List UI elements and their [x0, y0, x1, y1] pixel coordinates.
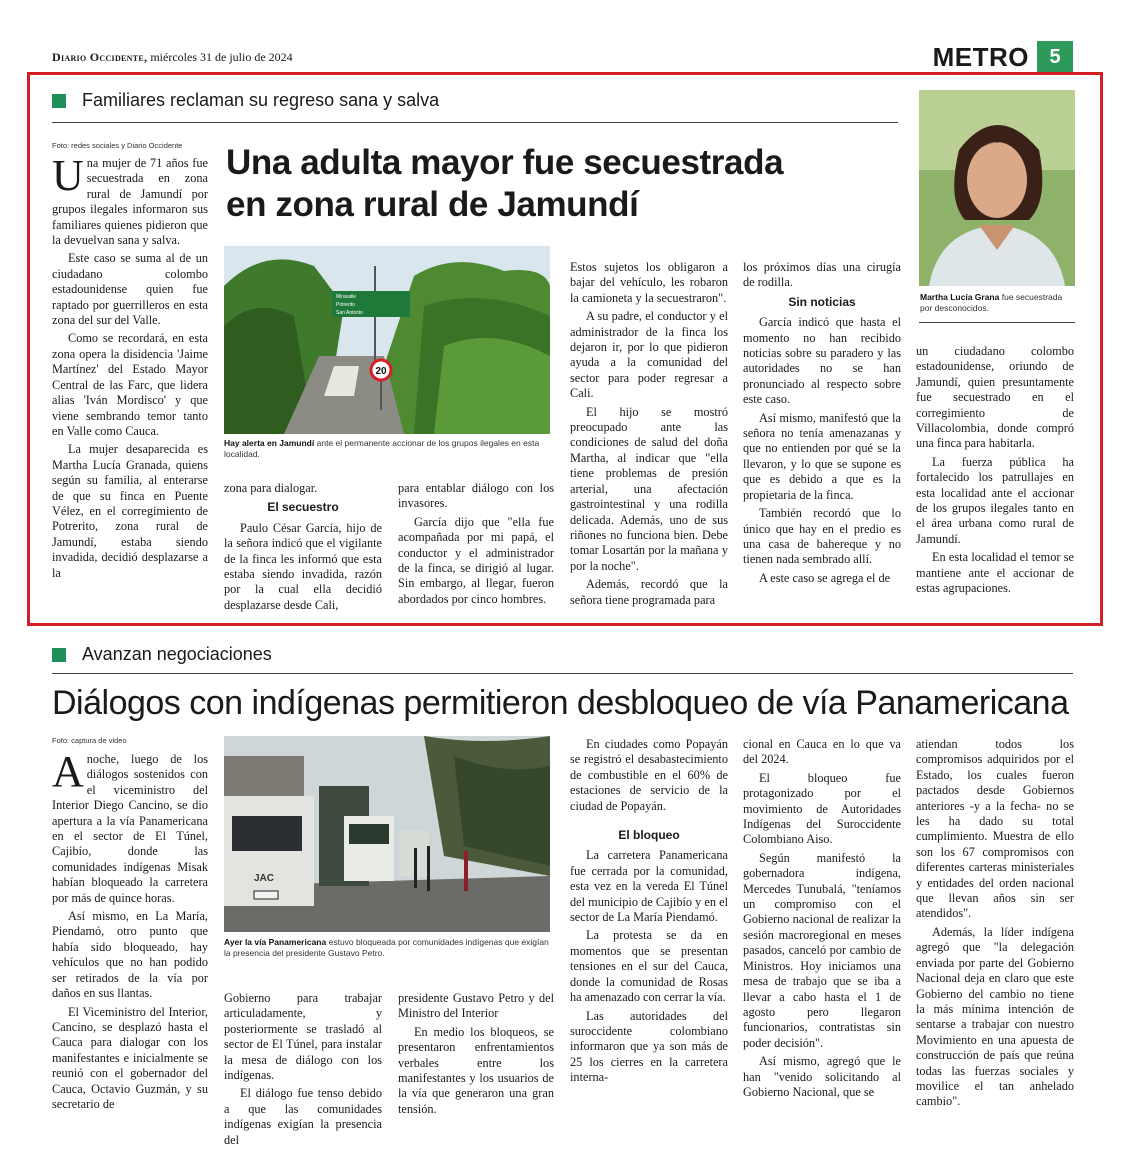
story2-caption-bold: Ayer la vía Panamericana [224, 937, 327, 947]
martha-portrait [919, 90, 1075, 286]
story1-col6-p2: La fuerza pública ha fortalecido los patrullajes en esta localidad ante el accionar de los grupos ilegales tanto en el área urbana como rural de Jamundí. [916, 454, 1074, 546]
story2-col5-p2: Según manifestó la gobernadora indígena, Mercedes Tunubalá, "teníamos un compromiso con el Gobierno nacional de realizar la sesión macroregional en meses pasados, canceló por cambio de Ministros. Hoy iniciamos una mesa de trabajo que se iba a llevar a cabo hasta el 1 de agosto pero llegaron funcionarios, contratistas sin poder decisión". [743, 850, 901, 1050]
story1-col4-p1: Estos sujetos los obligaron a bajar del vehículo, les robaron la camioneta y la secuestraron". [570, 260, 728, 305]
truck-brand: JAC [254, 873, 275, 884]
story1-col1 [52, 151, 208, 581]
story2-col4 [570, 737, 728, 1086]
story1-photo-credit: Foto: redes sociales y Diario Occidente [52, 141, 183, 150]
story2-dropcap: A [52, 747, 84, 796]
story1-headline [226, 142, 906, 226]
story2-col6-cont: atiendan todos los compromisos adquiridos por el Estado, los cuales fueron pactados desde Gobiernos anteriores -y a la fecha- no se les ha dado su total cumplimiento. Muestra de ello son los 67 compromisos con diferentes carteras ministeriales y entidades del orden nacional que llevan años sin ser atendidos". [916, 737, 1074, 921]
story2-photo-credit: Foto: captura de video [52, 736, 127, 745]
story1-col3-p2: García dijo que "ella fue acompañada por mi papá, el conductor y el administrador de la finca, se dirigió al lugar. Sin embargo, al llegar, fueron abordados por cinco hombres. [398, 514, 554, 606]
story2-caption-text: estuvo bloqueada por comunidades indígenas que exigían la presencia del presidente Gustavo Petro. [224, 937, 549, 958]
story2-col4-p2: La carretera Panamericana fue cerrada por la comunidad, esta vez en la vereda El Túnel del municipio de Cajibío y en el sector de La María Piendamó. [570, 848, 728, 925]
story1-col1-p3: Como se recordará, en esta zona opera la disidencia 'Jaime Martínez' del Estado Mayor Central de las Farc, que lidera alias 'Iván Mordisco' y que viene sembrando temor tanto en Valle como Cauca. [52, 331, 208, 438]
section-name: METRO [932, 41, 1029, 72]
story2-col1-p3: El Viceministro del Interior, Cancino, se desplazó hasta el Cauca para dialogar con los manifestantes e inicialmente se reunió con el gobernador del Cauca, Octavio Guzmán, y su secretario de [52, 1004, 208, 1111]
story1-col1-p1: na mujer de 71 años fue secuestrada en zona rural de Jamundí por grupos ilegales informaron sus familiares quienes pidieron que la devuelvan sana y salva. [52, 156, 208, 248]
story2-col1-p2: Así mismo, en La María, Piendamó, otro punto que había sido bloqueado, hay vehículos que no han podido ser retirados de la vía por daños en sus llantas. [52, 909, 208, 1001]
kicker-square-icon [52, 648, 66, 662]
newspaper-name: Diario Occidente, [52, 50, 148, 64]
story1-col4-p4: Además, recordó que la señora tiene programada para [570, 577, 728, 607]
story1-col5-p1: García indicó que hasta el momento no han recibido noticias sobre su paradero y las autoridades no se han pronunciado al respecto sobre este caso. [743, 315, 901, 407]
story2-col4-p1: En ciudades como Popayán se registró el desabastecimiento de combustible en el 60% de estaciones de servicio de la ciudad de Popayán. [570, 737, 728, 813]
story1-col6-p1: un ciudadano colombo estadounidense, oriundo de Jamundí, quien presuntamente fue secuestrado en el corregimiento de Villacolombia, donde compró una finca para habitarla. [916, 344, 1074, 451]
panamericana-trucks-photo [224, 736, 550, 932]
speed-sign-value: 20 [375, 366, 387, 377]
portrait-photo [919, 90, 1075, 286]
story2-col4-p4: Las autoridades del suroccidente colombiano informaron que ya son más de 25 los cierres en la carretera interna- [570, 1008, 728, 1085]
story1-col5 [743, 260, 901, 586]
kicker-square-icon [52, 94, 66, 108]
story1-subhead-noticias: Sin noticias [788, 294, 856, 309]
portrait-caption [920, 292, 1076, 314]
story1-col4-p2: A su padre, el conductor y el administrador de la finca los dejaron ir, por lo que pidieron ayuda a la comunidad del sector para poder regresar a Cali. [570, 309, 728, 401]
story1-col5-p3: También recordó que lo único que hay en el predio es una casa de bahereque y no tienen nada sembrado allí. [743, 506, 901, 567]
publication-date: miércoles 31 de julio de 2024 [150, 50, 293, 64]
story1-kicker-text: Familiares reclaman su regreso sana y salva [82, 90, 440, 110]
story2-col1 [52, 747, 208, 1112]
story1-col6 [916, 344, 1074, 597]
story1-col1-p4: La mujer desaparecida es Martha Lucía Granada, quiens según su familia, al enterarse de que su finca en Puente Vélez, en el corregimiento de Potrerito, zona rural de Jamundí, estaba siendo invadida, decidió desplazarse a la [52, 442, 208, 580]
story2-col5-cont: cional en Cauca en lo que va del 2024. [743, 737, 901, 767]
story2-col5-p3: Así mismo, agregó que le han "venido solicitando al Gobierno Nacional, que se [743, 1054, 901, 1099]
story1-col4 [570, 260, 728, 608]
story1-photo [224, 246, 550, 434]
story2-col2-p1: Gobierno para trabajar articuladamente, y posteriormente se trasladó al sector de El Túnel, para instalar la mesa de diálogo con los indígenas. [224, 991, 382, 1083]
story1-col4-p3: El hijo se mostró preocupado ante las condiciones de salud del doña Martha, al indicar que "ella tiene problemas de presión arterial, una afectación gastrointestinal y una rodilla delicada. Además, uno de sus riñones no funciona bien. Debe tomar Losartán por la mañana y por la noche". [570, 404, 728, 573]
story1-caption-bold: Hay alerta en Jamundí [224, 438, 315, 448]
story2-col3-p2: En medio los bloqueos, se presentaron enfrentamientos verbales entre los manifestantes y los usuarios de la vía que generaron una gran tensión. [398, 1024, 554, 1116]
story1-col2 [224, 481, 382, 613]
story2-photo [224, 736, 550, 932]
story1-dropcap: U [52, 151, 84, 200]
story2-col5-p1: El bloqueo fue protagonizado por el movimiento de Autoridades Indígenas del Suroccidente Colombiano Aiso. [743, 770, 901, 847]
story1-photo-caption [224, 438, 554, 460]
story1-col2-cont: zona para dialogar. [224, 481, 318, 495]
masthead [52, 50, 293, 65]
jamundi-road-photo [224, 246, 550, 434]
story2-photo-caption [224, 937, 554, 959]
story2-col6-p1: Además, la líder indígena agregó que "la delegación enviada por parte del Gobierno Nacional deja en claro que este Gobierno del cambio no tiene la más mínima intención de sentarse a trabajar con nuestro Movimiento en una apuesta de construcción de país que reúna todas las fuerzas sociales y movilice el tan anhelado cambio". [916, 924, 1074, 1109]
portrait-rule [919, 322, 1075, 323]
story1-col3 [398, 481, 554, 607]
story1-col5-p4: A este caso se agrega el de [759, 570, 891, 585]
story1-col1-p2: Este caso se suma al de un ciudadano colombo estadounidense quien fue raptado por guerrilleros en esta zona del sur del Valle. [52, 251, 208, 328]
story1-caption-text: ante el permanente accionar de los grupos ilegales en esta localidad. [224, 438, 540, 459]
section-header [933, 40, 1073, 74]
sign-line3: San Antonio [336, 310, 363, 316]
story2-col6 [916, 737, 1074, 1110]
story1-headline-line2: en zona rural de Jamundí [226, 185, 639, 224]
story2-col3-p1: presidente Gustavo Petro y del Ministro del Interior [398, 991, 554, 1021]
story1-kicker [52, 90, 439, 111]
story2-col3 [398, 991, 554, 1117]
story2-rule [52, 673, 1073, 674]
story1-subhead-secuestro: El secuestro [267, 500, 339, 515]
story2-col2-p2: El diálogo fue tenso debido a que las comunidades indígenas exigían la presencia del [224, 1086, 382, 1147]
page-number-badge: 5 [1037, 41, 1073, 73]
story1-col5-p2: Así mismo, manifestó que la señora no tenía amenazanas y que no entienden por qué se la llevaron, y lo que se supone es que es debido a que es la propietaria de la finca. [743, 410, 901, 502]
portrait-caption-bold: Martha Lucía Grana [920, 292, 1000, 302]
story2-col1-p1: noche, luego de los diálogos sostenidos con el viceministro del Interior Diego Cancino, se dio apertura a la vía Panamericana en el sector de El Túnel, Cajibío, donde las comunidades indígenas Misak habían bloqueado la carretera por más de quince horas. [52, 752, 208, 905]
story1-col5-cont: los próximos días una cirugía de rodilla. [743, 260, 901, 290]
story2-kicker [52, 644, 272, 665]
story1-headline-line1: Una adulta mayor fue secuestrada [226, 143, 784, 182]
portrait-caption-text: fue secuestrada por desconocidos. [920, 292, 1063, 313]
story2-subhead-bloqueo: El bloqueo [618, 828, 680, 843]
story2-kicker-text: Avanzan negociaciones [82, 644, 272, 664]
story2-col4-p3: La protesta se da en momentos que se presentan tensiones en el sur del Cauca, donde la comunidad de Rosas ha amenazado con cerrar la vía. [570, 928, 728, 1005]
story1-col6-p3: En esta localidad el temor se mantiene ante el accionar de estas agrupaciones. [916, 550, 1074, 596]
sign-line1: Miravalle [336, 294, 357, 300]
story2-col2 [224, 991, 382, 1148]
story2-col5 [743, 737, 901, 1100]
story1-col3-p1: para entablar diálogo con los invasores. [398, 481, 554, 511]
story2-headline: Diálogos con indígenas permitieron desbloqueo de vía Panamericana [52, 684, 1069, 722]
story1-rule [52, 122, 898, 123]
story1-col2-p1: Paulo César García, hijo de la señora indicó que el vigilante de la finca les informó que esta estaba siendo invadida, razón por la cual ella decidió desplazarse desde Cali, [224, 520, 382, 612]
sign-line2: Potrerito [336, 302, 355, 308]
